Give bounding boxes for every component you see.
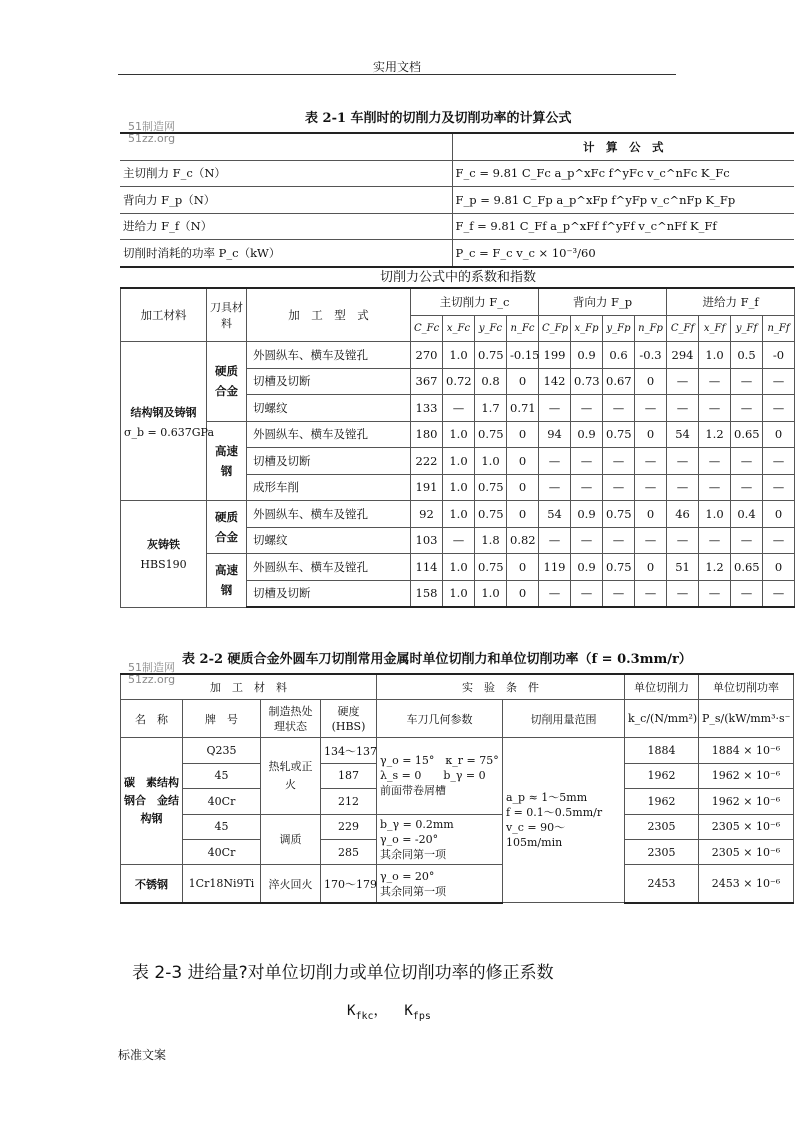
coef-subheader: x_Fp [571, 315, 603, 342]
coef-value: 0 [635, 501, 667, 528]
coef-row [121, 421, 795, 448]
hardness: 212 [321, 789, 377, 814]
coef-value: 133 [411, 395, 443, 422]
coef-value: 0 [507, 474, 539, 501]
heat-hr: 热轧或正 火 [261, 738, 321, 814]
formula-label: 切削时消耗的功率 P_c（kW） [120, 240, 452, 267]
coef-value: — [443, 527, 475, 554]
process-cell: 切槽及切断 [247, 368, 411, 395]
coef-value: 0.75 [475, 554, 507, 581]
h-name: 名 称 [121, 700, 183, 738]
hardness: 285 [321, 839, 377, 864]
coef-value: 114 [411, 554, 443, 581]
coef-value: 0 [763, 421, 795, 448]
coef-value: 0.75 [475, 342, 507, 369]
coef-value: 0 [507, 368, 539, 395]
h-ps: 单位切削功率 [699, 674, 794, 700]
coef-value: 0 [507, 421, 539, 448]
coef-value: — [603, 448, 635, 475]
process-cell: 成形车削 [247, 474, 411, 501]
header-rule [118, 74, 676, 75]
ss-name: 不锈钢 [121, 865, 183, 903]
coef-value: — [699, 368, 731, 395]
coef-subheader: C_Fc [411, 315, 443, 342]
kc: 1962 [625, 789, 699, 814]
process-cell: 外圆纵车、横车及镗孔 [247, 554, 411, 581]
coef-value: 0.75 [475, 474, 507, 501]
coef-subheader: n_Fc [507, 315, 539, 342]
coef-value: 0.73 [571, 368, 603, 395]
coef-value: — [699, 474, 731, 501]
coef-value: -0 [763, 342, 795, 369]
coef-value: 367 [411, 368, 443, 395]
coef-row [121, 342, 795, 369]
h-heat: 制造热处理状态 [261, 700, 321, 738]
coef-value: 0.9 [571, 342, 603, 369]
coef-value: — [667, 527, 699, 554]
coef-value: -0.15 [507, 342, 539, 369]
grade: 45 [183, 763, 261, 788]
coef-value: 1.7 [475, 395, 507, 422]
geo1: γ_o = 15° κ_r = 75° λ_s = 0 b_γ = 0 前面带卷屑槽 [377, 738, 503, 814]
col-tool: 刀具材料 [207, 288, 247, 342]
ss-kc: 2453 [625, 865, 699, 903]
formula-label: 进给力 F_f（N） [120, 213, 452, 240]
grade: 40Cr [183, 789, 261, 814]
geo2: b_γ = 0.2mm γ_o = -20° 其余同第一项 [377, 814, 503, 865]
ps: 1962 × 10⁻⁶ [699, 789, 794, 814]
coef-value: 0.67 [603, 368, 635, 395]
coef-value: 1.2 [699, 554, 731, 581]
coef-value: 92 [411, 501, 443, 528]
h-kc-unit: k_c/(N/mm²) [625, 700, 699, 738]
coef-value: — [571, 448, 603, 475]
coef-value: 0.8 [475, 368, 507, 395]
coef-value: 51 [667, 554, 699, 581]
coef-value: 0 [635, 368, 667, 395]
coef-value: 54 [539, 501, 571, 528]
coef-value: — [699, 527, 731, 554]
coef-value: 270 [411, 342, 443, 369]
coef-value: — [635, 580, 667, 607]
kc: 1962 [625, 763, 699, 788]
coef-value: — [603, 474, 635, 501]
coef-value: — [667, 448, 699, 475]
grade: 45 [183, 814, 261, 839]
ps: 2305 × 10⁻⁶ [699, 839, 794, 864]
hardness: 187 [321, 763, 377, 788]
coef-value: 0.9 [571, 501, 603, 528]
ss-heat: 淬火回火 [261, 865, 321, 903]
tool-cell: 硬质合金 [207, 342, 247, 422]
coef-value: — [635, 527, 667, 554]
coef-value: 191 [411, 474, 443, 501]
coef-value: 0.75 [603, 421, 635, 448]
ss-grade: 1Cr18Ni9Ti [183, 865, 261, 903]
formula: P_c = F_c v_c × 10⁻³/60 [452, 240, 794, 267]
coef-value: 0.75 [475, 421, 507, 448]
formula-label: 主切削力 F_c（N） [120, 160, 452, 187]
col-material: 加工材料 [121, 288, 207, 342]
formula-head: 计 算 公 式 [452, 133, 794, 160]
coef-value: 0.5 [731, 342, 763, 369]
ps: 1884 × 10⁻⁶ [699, 738, 794, 763]
coef-value: 1.0 [443, 448, 475, 475]
table2-caption: 表 2-2 硬质合金外圆车刀切削常用金属时单位切削力和单位切削功率（f = 0.3mm/r） [182, 652, 692, 667]
coef-value: 0 [507, 448, 539, 475]
coef-value: 0.6 [603, 342, 635, 369]
tool-cell: 高速钢 [207, 554, 247, 608]
coef-value: — [763, 527, 795, 554]
hardness: 134～137 [321, 738, 377, 763]
col-ff: 进给力 F_f [667, 288, 795, 315]
coef-value: 1.0 [475, 448, 507, 475]
coef-subheader: C_Ff [667, 315, 699, 342]
coef-value: — [667, 395, 699, 422]
h-grade: 牌 号 [183, 700, 261, 738]
coef-subheader: y_Ff [731, 315, 763, 342]
coefficient-table [120, 287, 795, 608]
coef-value: — [667, 580, 699, 607]
coef-value: — [731, 368, 763, 395]
col-fc: 主切削力 F_c [411, 288, 539, 315]
ss-ps: 2453 × 10⁻⁶ [699, 865, 794, 903]
coef-title: 切削力公式中的系数和指数 [380, 270, 537, 285]
h-geo: 车刀几何参数 [377, 700, 503, 738]
coef-value: — [571, 395, 603, 422]
coef-value: — [731, 474, 763, 501]
coef-value: 0.82 [507, 527, 539, 554]
watermark: 51制造网 51zz.org [128, 120, 176, 145]
watermark: 51制造网 51zz.org [128, 661, 176, 686]
coef-value: 1.0 [699, 501, 731, 528]
ss-hard: 170～179 [321, 865, 377, 903]
coef-value: — [539, 527, 571, 554]
h-range: 切削用量范围 [503, 700, 625, 738]
coef-value: 1.0 [443, 421, 475, 448]
coef-value: — [731, 580, 763, 607]
process-cell: 切槽及切断 [247, 580, 411, 607]
coef-value: — [571, 474, 603, 501]
coef-value: — [763, 580, 795, 607]
coef-subheader: C_Fp [539, 315, 571, 342]
coef-value: 0.75 [603, 501, 635, 528]
formula: F_f = 9.81 C_Ff a_p^xFf f^yFf v_c^nFf K_Ff [452, 213, 794, 240]
coef-value: 0.65 [731, 421, 763, 448]
coef-row [121, 501, 795, 528]
coef-value: 222 [411, 448, 443, 475]
coef-value: — [699, 580, 731, 607]
coef-value: — [635, 448, 667, 475]
coef-value: — [603, 527, 635, 554]
coef-value: 142 [539, 368, 571, 395]
coef-value: 0 [507, 554, 539, 581]
coef-value: — [763, 474, 795, 501]
process-cell: 切螺纹 [247, 395, 411, 422]
coef-value: — [763, 448, 795, 475]
process-cell: 外圆纵车、横车及镗孔 [247, 342, 411, 369]
h-hard: 硬度(HBS) [321, 700, 377, 738]
coef-value: 0 [763, 501, 795, 528]
table3-title: 表 2-3 进给量?对单位切削力或单位切削功率的修正系数 [132, 963, 554, 983]
coef-subheader: n_Fp [635, 315, 667, 342]
process-cell: 切槽及切断 [247, 448, 411, 475]
h-cond: 实 验 条 件 [377, 674, 625, 700]
ps: 2305 × 10⁻⁶ [699, 814, 794, 839]
coef-value: 0 [507, 501, 539, 528]
coef-subheader: x_Ff [699, 315, 731, 342]
page-footer: 标准文案 [118, 1048, 167, 1062]
coef-value: 294 [667, 342, 699, 369]
coef-value: — [667, 368, 699, 395]
coef-value: — [443, 395, 475, 422]
coef-value: — [539, 580, 571, 607]
h-ps-unit: P_s/(kW/mm³·s⁻ [699, 700, 794, 738]
coef-value: — [603, 580, 635, 607]
coef-value: — [731, 395, 763, 422]
h-material: 加 工 材 料 [121, 674, 377, 700]
coef-value: 0 [635, 421, 667, 448]
coef-value: 103 [411, 527, 443, 554]
coef-value: 1.0 [443, 474, 475, 501]
coef-value: — [603, 395, 635, 422]
table3-symbols: $K_{fkc}$， $K_{fps}$ [347, 1003, 431, 1022]
coef-value: 0.9 [571, 421, 603, 448]
coef-value: — [539, 395, 571, 422]
material-cell: 灰铸铁 HBS190 [121, 501, 207, 608]
coef-subheader: x_Fc [443, 315, 475, 342]
coef-value: 94 [539, 421, 571, 448]
tool-cell: 硬质合金 [207, 501, 247, 554]
coef-value: — [699, 395, 731, 422]
coef-value: 1.0 [443, 580, 475, 607]
coef-subheader: y_Fp [603, 315, 635, 342]
coef-value: — [571, 527, 603, 554]
coef-value: — [699, 448, 731, 475]
coef-value: 158 [411, 580, 443, 607]
coef-value: 1.8 [475, 527, 507, 554]
coef-value: 0.71 [507, 395, 539, 422]
coef-value: 0.75 [475, 501, 507, 528]
coef-value: 0.75 [603, 554, 635, 581]
coef-value: 1.0 [443, 342, 475, 369]
coef-value: — [731, 448, 763, 475]
coef-value: 0 [507, 580, 539, 607]
coef-value: 1.0 [699, 342, 731, 369]
coef-value: 46 [667, 501, 699, 528]
col-process: 加 工 型 式 [247, 288, 411, 342]
process-cell: 外圆纵车、横车及镗孔 [247, 501, 411, 528]
coef-value: — [635, 474, 667, 501]
coef-value: — [539, 474, 571, 501]
coef-subheader: n_Ff [763, 315, 795, 342]
coef-value: 0.9 [571, 554, 603, 581]
formula: F_p = 9.81 C_Fp a_p^xFp f^yFp v_c^nFp K_Fp [452, 187, 794, 214]
coef-value: 0.65 [731, 554, 763, 581]
table1-caption: 表 2-1 车削时的切削力及切削功率的计算公式 [305, 111, 572, 126]
unit-force-table [120, 673, 794, 904]
cut-range: a_p ≈ 1～5mm f = 0.1～0.5mm/r v_c = 90～105m/min [503, 738, 625, 903]
col-fp: 背向力 F_p [539, 288, 667, 315]
kc: 2305 [625, 814, 699, 839]
material-cell: 结构钢及铸钢 σ_b = 0.637GPa [121, 342, 207, 501]
process-cell: 切螺纹 [247, 527, 411, 554]
coef-value: 1.0 [475, 580, 507, 607]
coef-value: 0 [635, 554, 667, 581]
ps: 1962 × 10⁻⁶ [699, 763, 794, 788]
coef-subheader: y_Fc [475, 315, 507, 342]
process-cell: 外圆纵车、横车及镗孔 [247, 421, 411, 448]
coef-value: — [635, 395, 667, 422]
coef-value: 0 [763, 554, 795, 581]
coef-value: — [571, 580, 603, 607]
coef-value: — [539, 448, 571, 475]
coef-value: 54 [667, 421, 699, 448]
kc: 1884 [625, 738, 699, 763]
coef-row [121, 554, 795, 581]
formula: F_c = 9.81 C_Fc a_p^xFc f^yFc v_c^nFc K_Fc [452, 160, 794, 187]
h-kc: 单位切削力 [625, 674, 699, 700]
coef-value: 0.72 [443, 368, 475, 395]
coef-value: -0.3 [635, 342, 667, 369]
coef-value: 1.0 [443, 501, 475, 528]
coef-value: 180 [411, 421, 443, 448]
formula-label: 背向力 F_p（N） [120, 187, 452, 214]
coef-value: — [667, 474, 699, 501]
tool-cell: 高速钢 [207, 421, 247, 501]
coef-value: 119 [539, 554, 571, 581]
heat-q: 调质 [261, 814, 321, 865]
coef-value: 1.2 [699, 421, 731, 448]
coef-value: — [731, 527, 763, 554]
grade: Q235 [183, 738, 261, 763]
hardness: 229 [321, 814, 377, 839]
page-header: 实用文档 [372, 60, 421, 74]
kc: 2305 [625, 839, 699, 864]
grade: 40Cr [183, 839, 261, 864]
carbon-name: 碳 素结构钢合 金结构钢 [121, 738, 183, 865]
formula-table [120, 132, 794, 268]
coef-value: — [763, 368, 795, 395]
coef-value: — [763, 395, 795, 422]
coef-value: 199 [539, 342, 571, 369]
coef-value: 1.0 [443, 554, 475, 581]
geo3: γ_o = 20° 其余同第一项 [377, 865, 503, 903]
coef-value: 0.4 [731, 501, 763, 528]
